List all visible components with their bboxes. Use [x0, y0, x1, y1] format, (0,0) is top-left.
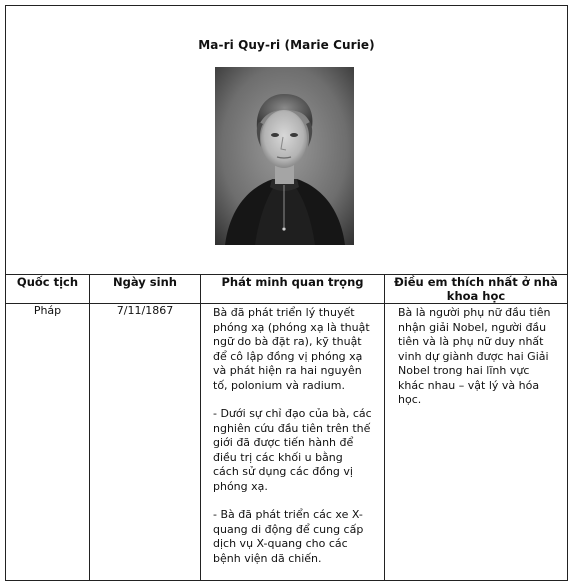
header-row: [6, 6, 568, 275]
invention-paragraph: - Dưới sự chỉ đạo của bà, các nghiên cứu đầu tiên trên thế giới đã được tiến hành để điều trị các khối u bằng cách sử dụng các đồng vị phóng xạ.: [213, 407, 372, 493]
column-header-inventions: Phát minh quan trọng: [201, 275, 385, 304]
favorite-cell: [385, 304, 568, 581]
invention-paragraph: - Bà đã phát triển các xe X-quang di động để cung cấp dịch vụ X-quang cho các bệnh viện dã chiến.: [213, 508, 364, 565]
portrait-photo: [215, 67, 354, 245]
column-header-birth-date: Ngày sinh: [90, 275, 201, 304]
column-header-favorite: Điều em thích nhất ở nhà khoa học: [385, 275, 568, 304]
favorite-paragraph: Bà là người phụ nữ đầu tiên nhận giải Nobel, người đầu tiên và là phụ nữ duy nhất vinh dự giành được hai Giải Nobel trong hai lĩnh vực khác nhau – vật lý và hóa học.: [398, 306, 551, 406]
title-cell: [6, 6, 568, 275]
info-table: [5, 5, 568, 581]
invention-paragraph: Bà đã phát triển lý thuyết phóng xạ (phóng xạ là thuật ngữ do bà đặt ra), kỹ thuật để cô lập đồng vị phóng xạ và phát hiện ra hai nguyên tố, polonium và radium.: [213, 306, 370, 392]
inventions-cell: [201, 304, 385, 581]
column-header-nationality: Quốc tịch: [6, 275, 90, 304]
birth-date-cell: 7/11/1867: [90, 304, 201, 581]
column-header-row: [6, 275, 568, 304]
nationality-cell: Pháp: [6, 304, 90, 581]
document-title: Ma-ri Quy-ri (Marie Curie): [198, 38, 375, 52]
table-row: [6, 304, 568, 581]
